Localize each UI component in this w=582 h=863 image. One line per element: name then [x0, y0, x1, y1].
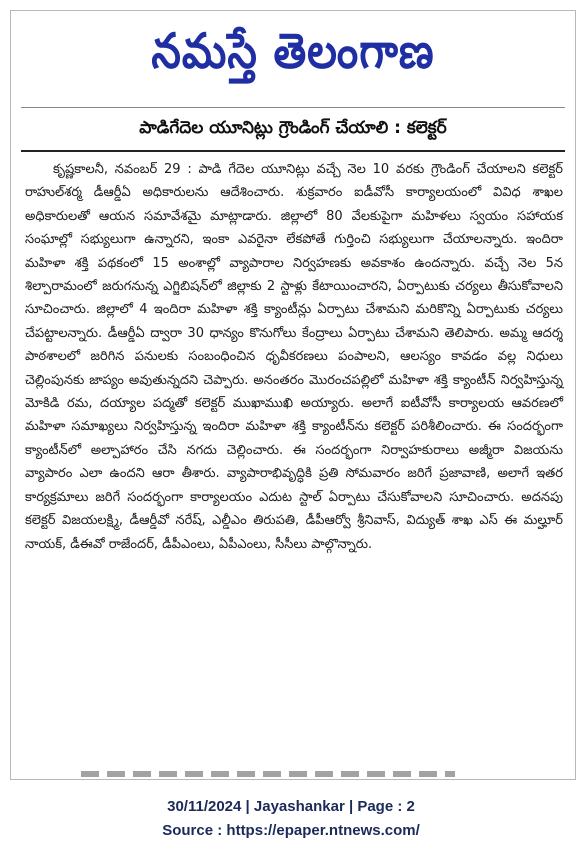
article-headline: పాడిగేదెల యూనిట్లు గ్రౌండింగ్ చేయాలి : కలెక్టర్: [139, 118, 447, 138]
masthead-title: నమస్తే తెలంగాణ: [151, 22, 435, 79]
masthead: [11, 11, 575, 103]
footer-source-label: Source :: [162, 822, 227, 839]
footer-date-edition: 30/11/2024 | Jayashankar | Page : 2: [167, 798, 415, 815]
source-link[interactable]: https://epaper.ntnews.com/: [226, 822, 420, 839]
article-body: [11, 152, 575, 556]
footer-source: [0, 819, 582, 843]
cut-off-text-line: [81, 771, 455, 777]
footer: [0, 795, 582, 843]
article-text: కృష్ణకాలనీ, నవంబర్ 29 : పాడి గేదెల యూనిట్లు వచ్చే నెల 10 వరకు గ్రౌండింగ్ చేయాలని కలెక్టర్ రాహుల్‌శర్మ డీఆర్డీఏ అధికారులను ఆదేశించారు. శుక్రవారం ఐడీవోసీ కార్యాలయంలో వివిధ శాఖల అధికారులతో ఆయన సమావేశమై మాట్లాడారు. జిల్లాలో 80 వేలకుపైగా మహిళలు స్వయం సహాయక సంఘాల్లో సభ్యులుగా ఉన్నారని, ఇంకా ఎవరైనా లేకపోతే గుర్తించి సభ్యులుగా చేయాలన్నారు. ఇందిరా మహిళా శక్తి పథకంలో 15 అంశాల్లో వ్యాపారాల నిర్వహణకు అవకాశం ఉందన్నారు. వచ్చే నెల 5న శిల్పారామంలో జరుగనున్న ఎగ్జిబిషన్‌లో జిల్లాకు 2 స్టాళ్లు కేటాయించారని, ఏర్పాటుకు చర్యలు తీసుకోవాలని సూచించారు. జిల్లాలో 4 ఇందిరా మహిళా శక్తి క్యాంటీన్లు ఏర్పాటు చేశామని మరికొన్ని ఏర్పాటుకు చర్యలు చేపట్టాలన్నారు. డీఆర్డీఏ ద్వారా 30 ధాన్యం కొనుగోలు కేంద్రాలు ఏర్పాటు చేశామని తెలిపారు. అమ్మ ఆదర్శ పాఠశాలలో జరిగిన పనులకు సంబంధించిన ధృవీకరణలు పంపాలని, ఆలస్యం కావడం వల్ల నిధులు చెల్లింపునకు జాప్యం అవుతున్నదని చెప్పారు. అనంతరం మొరంచపల్లిలో మహిళా శక్తి క్యాంటీన్ నిర్వహిస్తున్న మోకిడి రమ, దయ్యాల పద్మతో కలెక్టర్ ముఖాముఖి అయ్యారు. అలాగే ఐటీవోసీ కార్యాలయ ఆవరణలో మహిళా సమాఖ్యలు నిర్వహిస్తున్న ఇందిరా మహిళా శక్తి క్యాంటీన్‌ను కలెక్టర్ పరిశీలించారు. ఈ సందర్భంగా క్యాంటీన్‌లో అల్పాహారం చేసి నగదు చెల్లించారు. ఈ సందర్భంగా నిర్వాహకురాలు అజ్మీరా విజయను వ్యాపారం ఎలా ఉందని ఆరా తీశారు. వ్యాపారాభివృద్ధికి ప్రతి సోమవారం జరిగే ప్రజావాణి, అలాగే ఇతర కార్యక్రమాలు జరిగే సందర్భంగా కార్యాలయం ఎదుట స్టాల్ ఏర్పాటు చేసుకోవాలని సూచించారు. అదనపు కలెక్టర్ విజయలక్ష్మి, డీఆర్డీవో నరేష్, ఎల్డీఎం తిరుపతి, డీపీఆర్వో శ్రీనివాస్, విద్యుత్ శాఖ ఎస్ ఈ మల్హూర్ నాయక్, డీఈవో రాజేందర్, డీపీఎంలు, ఏపీఎంలు, సీసీలు పాల్గొన్నారు.: [25, 162, 563, 552]
newspaper-clipping: [10, 10, 576, 780]
